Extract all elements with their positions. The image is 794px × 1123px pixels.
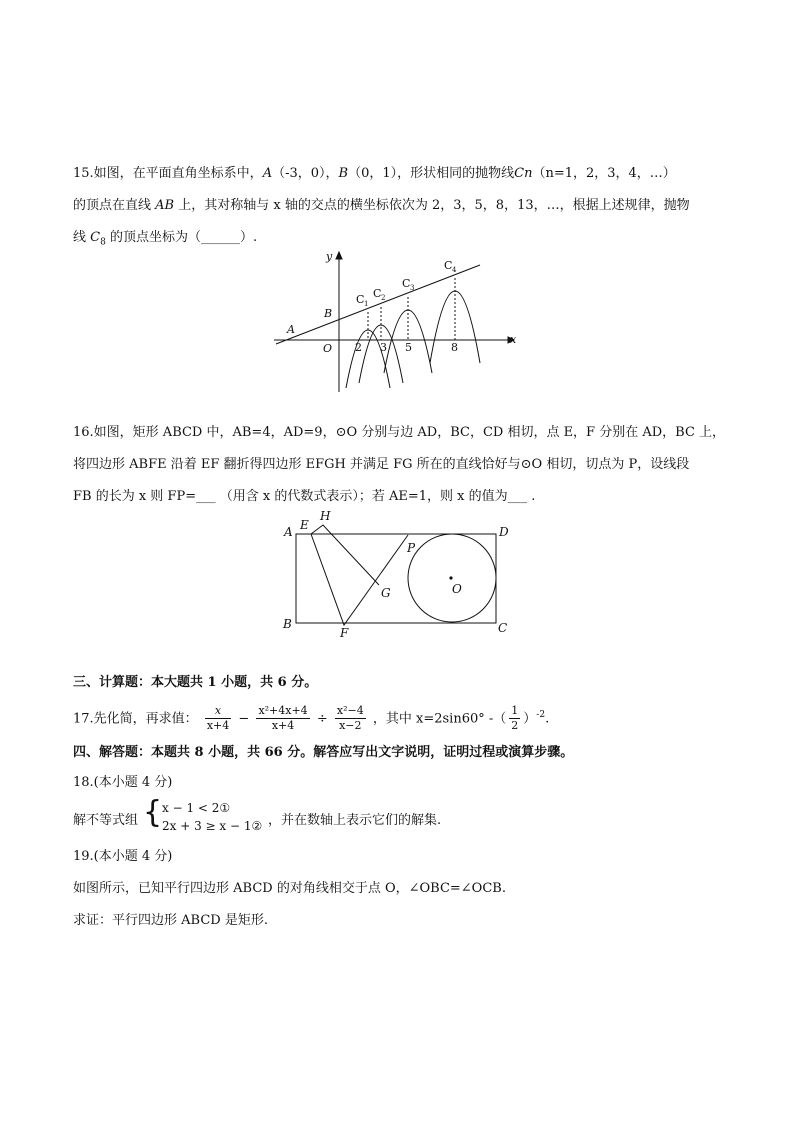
tick-label-8: 8	[451, 341, 458, 354]
q15-line-3: 线 $C_8$ 的顶点坐标为（______）.	[73, 230, 258, 248]
q18-heading: 18.(本小题 4 分)	[73, 775, 173, 790]
tick-label-5: 5	[405, 341, 412, 354]
tick-label-3: 3	[380, 341, 387, 354]
label-o: O	[452, 582, 462, 596]
fraction-1: $\frac{x}{x+4}$	[206, 704, 230, 733]
fraction-2: $\frac{\text{x²+4x+4}}{x+4}$	[258, 704, 308, 733]
c1-subscript: 1	[364, 300, 369, 308]
y-axis-arrow	[336, 252, 342, 259]
q15-line-2: 的顶点在直线 AB 上，其对称轴与 x 轴的交点的横坐标依次为 2，3，5，8，13，…，根据上述规律，抛物	[73, 198, 690, 213]
x-axis-label: x	[510, 333, 517, 346]
label-c: C	[498, 621, 508, 635]
point-b-label: B	[324, 307, 333, 320]
q18-suffix: ，并在数轴上表示它们的解集.	[268, 813, 442, 828]
label-p: P	[407, 541, 416, 555]
label-b: B	[283, 617, 292, 631]
q18-prefix: 解不等式组	[73, 813, 139, 828]
inequality-2: 2x + 3 ≥ x − 1②	[162, 819, 263, 833]
y-axis-label: y	[326, 250, 333, 263]
q19-line-2: 求证：平行四边形 ABCD 是矩形.	[73, 913, 268, 928]
parabola-figure	[270, 245, 530, 395]
center-dot-o	[449, 576, 452, 579]
rectangle-abcd	[296, 534, 496, 623]
label-a: A	[284, 525, 293, 539]
c4-subscript: 4	[452, 266, 457, 274]
q17-line: 17.先化简，再求值： $\frac{x}{x+4}$ − $\frac{\text{x²+4x+4}}{x+4}$ ÷ $\frac{\text{x²−4}}{x-2}$ ，其中 x=2sin60° -（ $\frac{1}{2}$ ）$^{-2}$.	[73, 704, 550, 733]
parabola-c2	[359, 325, 403, 383]
tick-label-2: 2	[355, 341, 362, 354]
q16-line-1: 16.如图，矩形 ABCD 中，AB=4，AD=9，⊙O 分别与边 AD，BC，CD 相切，点 E，F 分别在 AD，BC 上，	[73, 425, 726, 440]
c2-subscript: 2	[381, 294, 386, 302]
fraction-half: $\frac{1}{2}$	[511, 704, 519, 733]
left-brace: {	[143, 795, 163, 830]
label-h: H	[320, 509, 331, 523]
q16-line-2: 将四边形 ABFE 沿着 EF 翻折得四边形 EFGH 并满足 FG 所在的直线恰好与⊙O 相切，切点为 P，设线段	[73, 457, 690, 472]
label-d: D	[499, 525, 509, 539]
point-a-label: A	[287, 323, 295, 336]
c4-label: C	[444, 259, 453, 272]
label-e: E	[300, 518, 309, 532]
q15-line-1: 15.如图，在平面直角坐标系中，A（-3，0），B（0，1），形状相同的抛物线Cn（n=1，2，3，4，…）	[73, 166, 676, 181]
q16-line-3: FB 的长为 x 则 FP=___ （用含 x 的代数式表示）；若 AE=1，则 x 的值为___ .	[73, 489, 536, 504]
rectangle-figure	[278, 505, 518, 645]
section-4-heading: 四、解答题：本题共 8 小题，共 66 分。解答应写出文字说明，证明过程或演算步骤。	[73, 745, 574, 760]
c2-label: C	[373, 287, 382, 300]
label-g: G	[381, 586, 391, 600]
c3-subscript: 3	[410, 284, 415, 292]
fraction-3: $\frac{\text{x²−4}}{x-2}$	[336, 704, 364, 733]
origin-label: O	[323, 342, 333, 355]
segment-e-f-p	[311, 534, 408, 625]
parabola-c1	[346, 330, 390, 388]
section-3-heading: 三、计算题：本大题共 1 小题，共 6 分。	[73, 675, 318, 690]
q19-heading: 19.(本小题 4 分)	[73, 849, 173, 864]
c1-label: C	[356, 293, 365, 306]
c3-label: C	[402, 277, 411, 290]
inequality-1: x − 1 < 2①	[162, 801, 231, 815]
q19-line-1: 如图所示，已知平行四边形 ABCD 的对角线相交于点 O，∠OBC=∠OCB.	[73, 881, 506, 896]
line-ab	[276, 265, 480, 344]
label-f: F	[340, 626, 349, 640]
